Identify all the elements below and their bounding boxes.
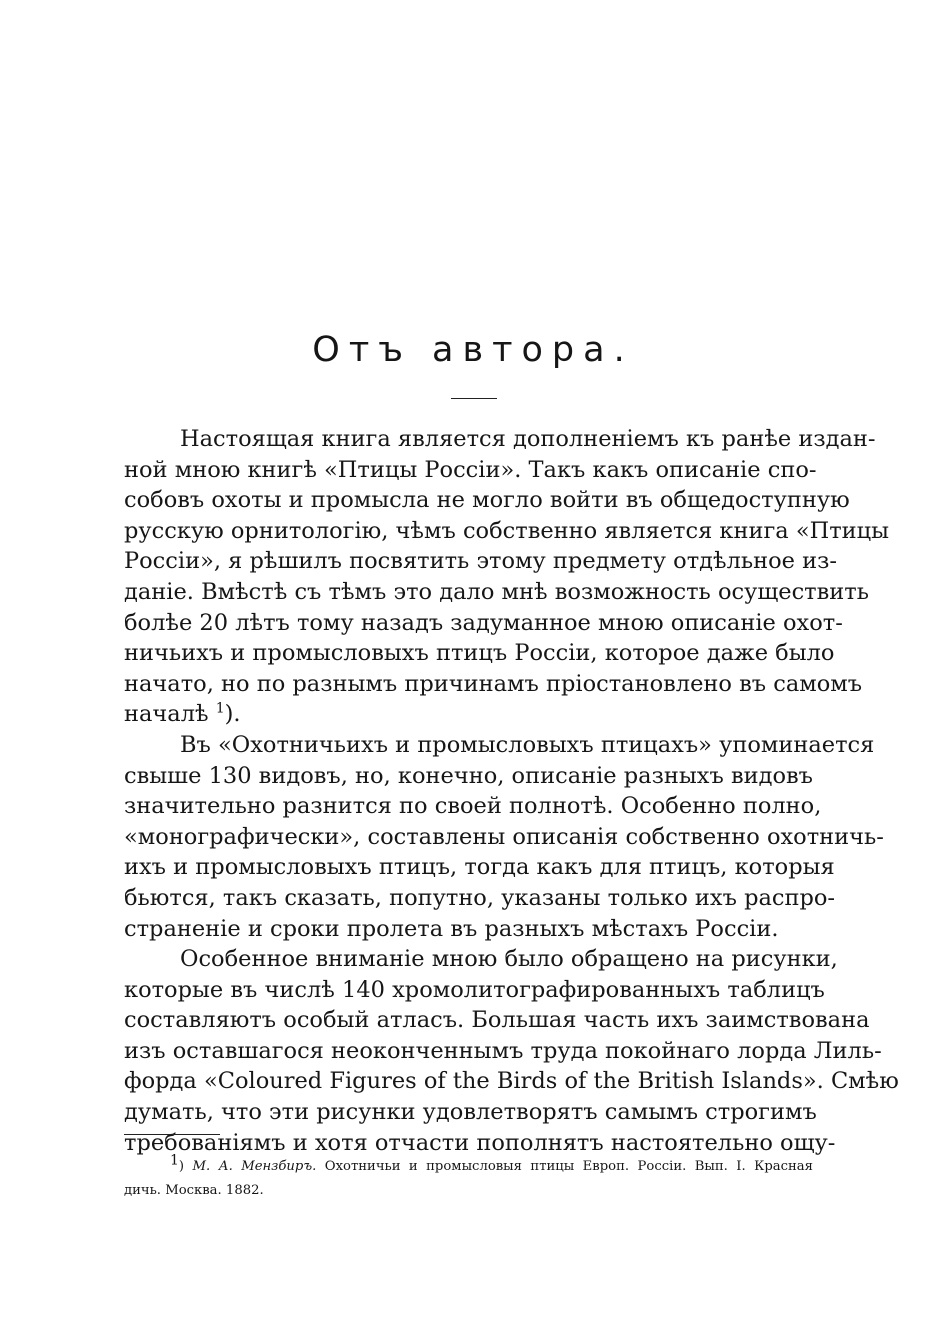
footnote-divider bbox=[124, 1134, 220, 1135]
text-line: форда «Coloured Figures of the Birds of the British Islands». Смѣю bbox=[124, 1068, 899, 1095]
text-line: которые въ числѣ 140 хромолитографированныхъ таблицъ bbox=[124, 976, 825, 1003]
footnote-line: дичь. Москва. 1882. bbox=[124, 1183, 264, 1198]
text-line: ихъ и промысловыхъ птицъ, тогда какъ для птицъ, которыя bbox=[124, 854, 835, 881]
paragraph-end-punct: ). bbox=[224, 701, 241, 728]
footnote-text: Охотничьи и промысловыя птицы Европ. Россіи. Вып. I. Красная bbox=[324, 1159, 813, 1174]
text-line: даніе. Вмѣстѣ съ тѣмъ это дало мнѣ возможность осуществить bbox=[124, 578, 869, 605]
footnote bbox=[124, 1152, 813, 1203]
text-line bbox=[124, 699, 813, 730]
text-line: требованіямъ и хотя отчасти пополнятъ настоятельно ощу- bbox=[124, 1129, 836, 1156]
text-line: страненіе и сроки пролета въ разныхъ мѣстахъ Россіи. bbox=[124, 915, 779, 942]
text-line: ничьихъ и промысловыхъ птицъ Россіи, которое даже было bbox=[124, 640, 835, 667]
title-divider bbox=[451, 398, 497, 399]
text-line: изъ оставшагося неоконченнымъ труда покойнаго лорда Лиль- bbox=[124, 1037, 882, 1064]
text-line: думать, что эти рисунки удовлетворятъ самымъ строгимъ bbox=[124, 1099, 817, 1126]
page-title: Отъ автора. bbox=[312, 330, 634, 370]
text-line: «монографически», составлены описанія собственно охотничь- bbox=[124, 823, 884, 850]
footnote-mark: 1 bbox=[170, 1152, 179, 1169]
footnote-line: 1) М. А. Мензбиръ. Охотничьи и промысловыя птицы Европ. Россіи. Вып. I. Красная bbox=[170, 1152, 813, 1174]
text-line: начато, но по разнымъ причинамъ пріостановлено въ самомъ bbox=[124, 670, 863, 697]
text-line: русскую орнитологію, чѣмъ собственно является книга «Птицы bbox=[124, 517, 890, 544]
text-line: болѣе 20 лѣтъ тому назадъ задуманное мною описаніе охот- bbox=[124, 609, 843, 636]
text-line: бьются, такъ сказать, попутно, указаны только ихъ распро- bbox=[124, 884, 836, 911]
text-line: собовъ охоты и промысла не могло войти въ общедоступную bbox=[124, 487, 850, 514]
text-line: значительно разнится по своей полнотѣ. Особенно полно, bbox=[124, 793, 822, 820]
paragraph-end-text: началѣ bbox=[124, 701, 209, 728]
footnote-reference[interactable]: 1 bbox=[215, 700, 225, 717]
text-line: Особенное вниманіе мною было обращено на рисунки, bbox=[180, 946, 838, 973]
text-line: свыше 130 видовъ, но, конечно, описаніе разныхъ видовъ bbox=[124, 762, 813, 789]
footnote-author: М. А. Мензбиръ. bbox=[192, 1159, 317, 1174]
text-line: Россіи», я рѣшилъ посвятить этому предмету отдѣльное из- bbox=[124, 548, 837, 575]
text-line: составляютъ особый атласъ. Большая часть ихъ заимствована bbox=[124, 1007, 870, 1034]
text-line: ной мною книгѣ «Птицы Россіи». Такъ какъ описаніе спо- bbox=[124, 456, 817, 483]
text-line: Въ «Охотничьихъ и промысловыхъ птицахъ» упоминается bbox=[180, 731, 875, 758]
text-line: Настоящая книга является дополненіемъ къ ранѣе издан- bbox=[180, 426, 876, 452]
body-text bbox=[124, 424, 899, 1158]
